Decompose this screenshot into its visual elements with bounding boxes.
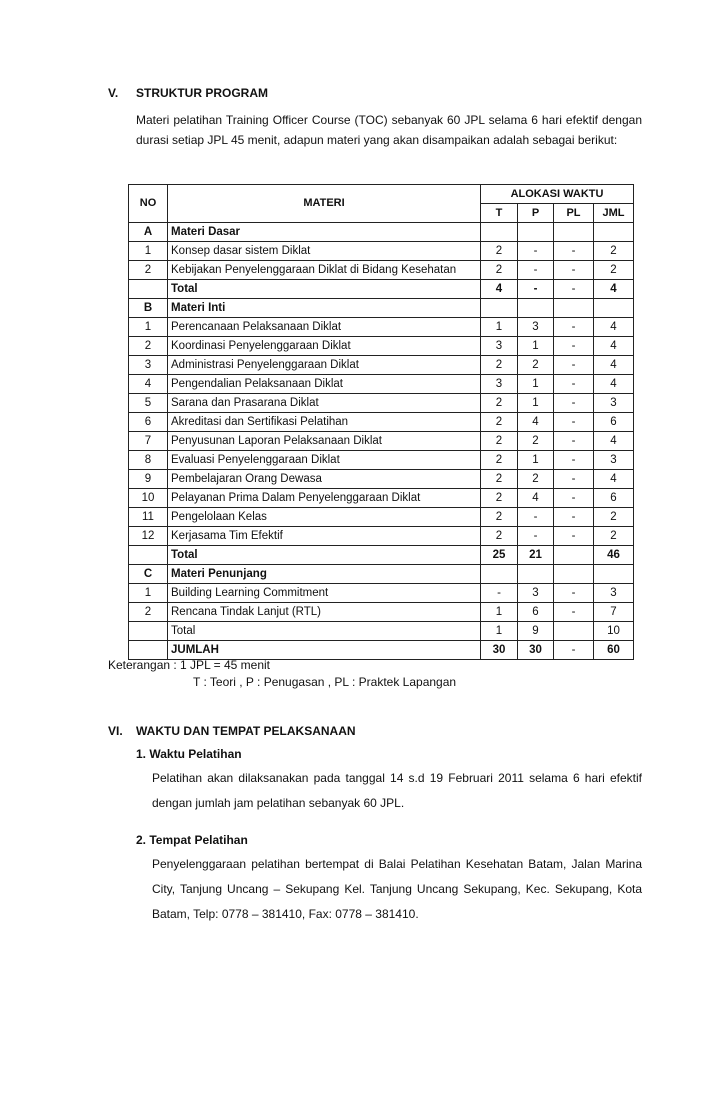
row-pl: - [554,261,594,280]
row-p: 9 [518,622,554,641]
row-t: 1 [481,603,518,622]
header-no: NO [129,185,168,223]
row-t: 25 [481,546,518,565]
row-materi: Sarana dan Prasarana Diklat [168,394,481,413]
table-row [129,641,634,660]
row-t: 30 [481,641,518,660]
row-jml: 3 [594,394,634,413]
row-p: - [518,261,554,280]
row-materi: Rencana Tindak Lanjut (RTL) [168,603,481,622]
row-t: 1 [481,622,518,641]
header-pl: PL [554,204,594,223]
row-t: 2 [481,242,518,261]
table-row [129,318,634,337]
row-pl: - [554,470,594,489]
row-jml: 6 [594,413,634,432]
notes-line-1: Keterangan : 1 JPL = 45 menit [108,658,270,672]
row-no: 1 [129,584,168,603]
row-pl [554,622,594,641]
row-pl [554,223,594,242]
table-row [129,546,634,565]
row-pl: - [554,641,594,660]
table-row [129,223,634,242]
row-pl: - [554,318,594,337]
row-p: - [518,508,554,527]
row-no: 5 [129,394,168,413]
row-jml: 46 [594,546,634,565]
table-row [129,337,634,356]
row-pl: - [554,242,594,261]
row-jml: 2 [594,508,634,527]
row-no [129,280,168,299]
row-no: 8 [129,451,168,470]
table-row [129,356,634,375]
table-row [129,584,634,603]
table-row [129,394,634,413]
row-jml: 4 [594,356,634,375]
row-t [481,299,518,318]
table-row [129,508,634,527]
row-p: 4 [518,489,554,508]
row-materi: Penyusunan Laporan Pelaksanaan Diklat [168,432,481,451]
row-no: 2 [129,261,168,280]
row-t: - [481,584,518,603]
row-jml: 4 [594,280,634,299]
row-t [481,223,518,242]
row-jml: 2 [594,261,634,280]
row-p: - [518,527,554,546]
row-jml: 4 [594,470,634,489]
row-materi: Koordinasi Penyelenggaraan Diklat [168,337,481,356]
row-p [518,565,554,584]
row-materi: Kerjasama Tim Efektif [168,527,481,546]
row-t: 2 [481,394,518,413]
row-materi: Materi Inti [168,299,481,318]
row-jml: 2 [594,242,634,261]
row-jml: 7 [594,603,634,622]
row-pl [554,565,594,584]
row-no: 6 [129,413,168,432]
row-pl: - [554,356,594,375]
row-no: A [129,223,168,242]
row-pl: - [554,489,594,508]
row-jml: 60 [594,641,634,660]
row-t: 1 [481,318,518,337]
row-materi: Materi Penunjang [168,565,481,584]
row-t: 3 [481,375,518,394]
row-jml: 6 [594,489,634,508]
table-row [129,242,634,261]
row-p: 6 [518,603,554,622]
program-structure-table [128,184,634,660]
row-materi: Akreditasi dan Sertifikasi Pelatihan [168,413,481,432]
row-no: 10 [129,489,168,508]
sub-1-text: Pelatihan akan dilaksanakan pada tanggal 14 s.d 19 Februari 2011 selama 6 hari efektif dengan jumlah jam pelatihan sebanyak 60 JPL. [152,771,642,810]
row-pl: - [554,375,594,394]
row-no: 1 [129,318,168,337]
notes-line-2: T : Teori , P : Penugasan , PL : Praktek Lapangan [193,675,457,689]
row-p: 21 [518,546,554,565]
row-materi: Materi Dasar [168,223,481,242]
row-no: 4 [129,375,168,394]
row-t: 2 [481,413,518,432]
row-materi: Evaluasi Penyelenggaraan Diklat [168,451,481,470]
row-p: 3 [518,584,554,603]
row-materi: Administrasi Penyelenggaraan Diklat [168,356,481,375]
row-pl: - [554,527,594,546]
row-jml [594,299,634,318]
row-no: 9 [129,470,168,489]
row-jml [594,223,634,242]
row-p: 1 [518,451,554,470]
table-body [129,223,634,660]
row-materi: JUMLAH [168,641,481,660]
table-row [129,261,634,280]
sub-2-text: Penyelenggaraan pelatihan bertempat di Balai Pelatihan Kesehatan Batam, Jalan Marina City, Tanjung Uncang – Sekupang Kel. Tanjung Uncang Sekupang, Kec. Sekupang, Kota Batam, Telp: 0778 – 381410, Fax: 0778 – 381410. [152,857,642,921]
row-materi: Konsep dasar sistem Diklat [168,242,481,261]
row-p: 1 [518,394,554,413]
row-jml: 3 [594,451,634,470]
row-p: 4 [518,413,554,432]
table-row [129,413,634,432]
section-5-intro: Materi pelatihan Training Officer Course (TOC) sebanyak 60 JPL selama 6 hari efektif dengan durasi setiap JPL 45 menit, adapun materi yang akan disampaikan adalah sebagai berikut: [136,113,642,147]
row-jml: 2 [594,527,634,546]
table-row [129,451,634,470]
row-pl: - [554,413,594,432]
row-materi: Total [168,622,481,641]
row-t [481,565,518,584]
row-materi: Total [168,280,481,299]
section-5-number: V. [108,86,119,100]
row-no [129,641,168,660]
row-t: 2 [481,356,518,375]
section-6-title: WAKTU DAN TEMPAT PELAKSANAAN [136,724,356,738]
row-no: 2 [129,337,168,356]
table-row [129,489,634,508]
row-jml: 3 [594,584,634,603]
row-no: B [129,299,168,318]
row-no: 1 [129,242,168,261]
row-p: - [518,242,554,261]
header-materi: MATERI [168,185,481,223]
row-pl: - [554,508,594,527]
row-jml: 4 [594,337,634,356]
row-no: 12 [129,527,168,546]
sub-2-title: 2. Tempat Pelatihan [136,833,248,847]
row-materi: Total [168,546,481,565]
row-pl [554,299,594,318]
row-jml: 10 [594,622,634,641]
row-p: 3 [518,318,554,337]
row-p [518,223,554,242]
row-no: 11 [129,508,168,527]
row-no [129,546,168,565]
row-t: 2 [481,451,518,470]
header-alokasi: ALOKASI WAKTU [481,185,634,204]
row-t: 2 [481,432,518,451]
row-p: 2 [518,432,554,451]
row-no: 2 [129,603,168,622]
row-p [518,299,554,318]
header-p: P [518,204,554,223]
row-p: 1 [518,375,554,394]
row-pl: - [554,603,594,622]
row-p: 1 [518,337,554,356]
row-jml: 4 [594,432,634,451]
row-p: 30 [518,641,554,660]
table-row [129,432,634,451]
row-pl: - [554,394,594,413]
row-pl [554,546,594,565]
table-row [129,603,634,622]
row-jml [594,565,634,584]
row-t: 2 [481,508,518,527]
row-materi: Pengendalian Pelaksanaan Diklat [168,375,481,394]
table-row [129,565,634,584]
header-jml: JML [594,204,634,223]
row-t: 2 [481,527,518,546]
row-p: - [518,280,554,299]
row-t: 2 [481,470,518,489]
table-row [129,527,634,546]
row-t: 3 [481,337,518,356]
row-materi: Building Learning Commitment [168,584,481,603]
row-jml: 4 [594,318,634,337]
row-pl: - [554,584,594,603]
table-row [129,470,634,489]
row-t: 2 [481,261,518,280]
row-no: C [129,565,168,584]
table-row [129,375,634,394]
table-row [129,280,634,299]
row-materi: Pengelolaan Kelas [168,508,481,527]
row-pl: - [554,337,594,356]
row-no: 7 [129,432,168,451]
row-no: 3 [129,356,168,375]
row-p: 2 [518,356,554,375]
sub-1-title: 1. Waktu Pelatihan [136,747,242,761]
row-pl: - [554,280,594,299]
section-6-number: VI. [108,724,123,738]
row-materi: Perencanaan Pelaksanaan Diklat [168,318,481,337]
row-p: 2 [518,470,554,489]
table-row [129,299,634,318]
row-no [129,622,168,641]
table-row [129,622,634,641]
row-jml: 4 [594,375,634,394]
row-materi: Pelayanan Prima Dalam Penyelenggaraan Diklat [168,489,481,508]
row-materi: Kebijakan Penyelenggaraan Diklat di Bidang Kesehatan [168,261,481,280]
section-5-title: STRUKTUR PROGRAM [136,86,268,100]
row-t: 4 [481,280,518,299]
row-pl: - [554,451,594,470]
row-materi: Pembelajaran Orang Dewasa [168,470,481,489]
header-t: T [481,204,518,223]
row-t: 2 [481,489,518,508]
row-pl: - [554,432,594,451]
